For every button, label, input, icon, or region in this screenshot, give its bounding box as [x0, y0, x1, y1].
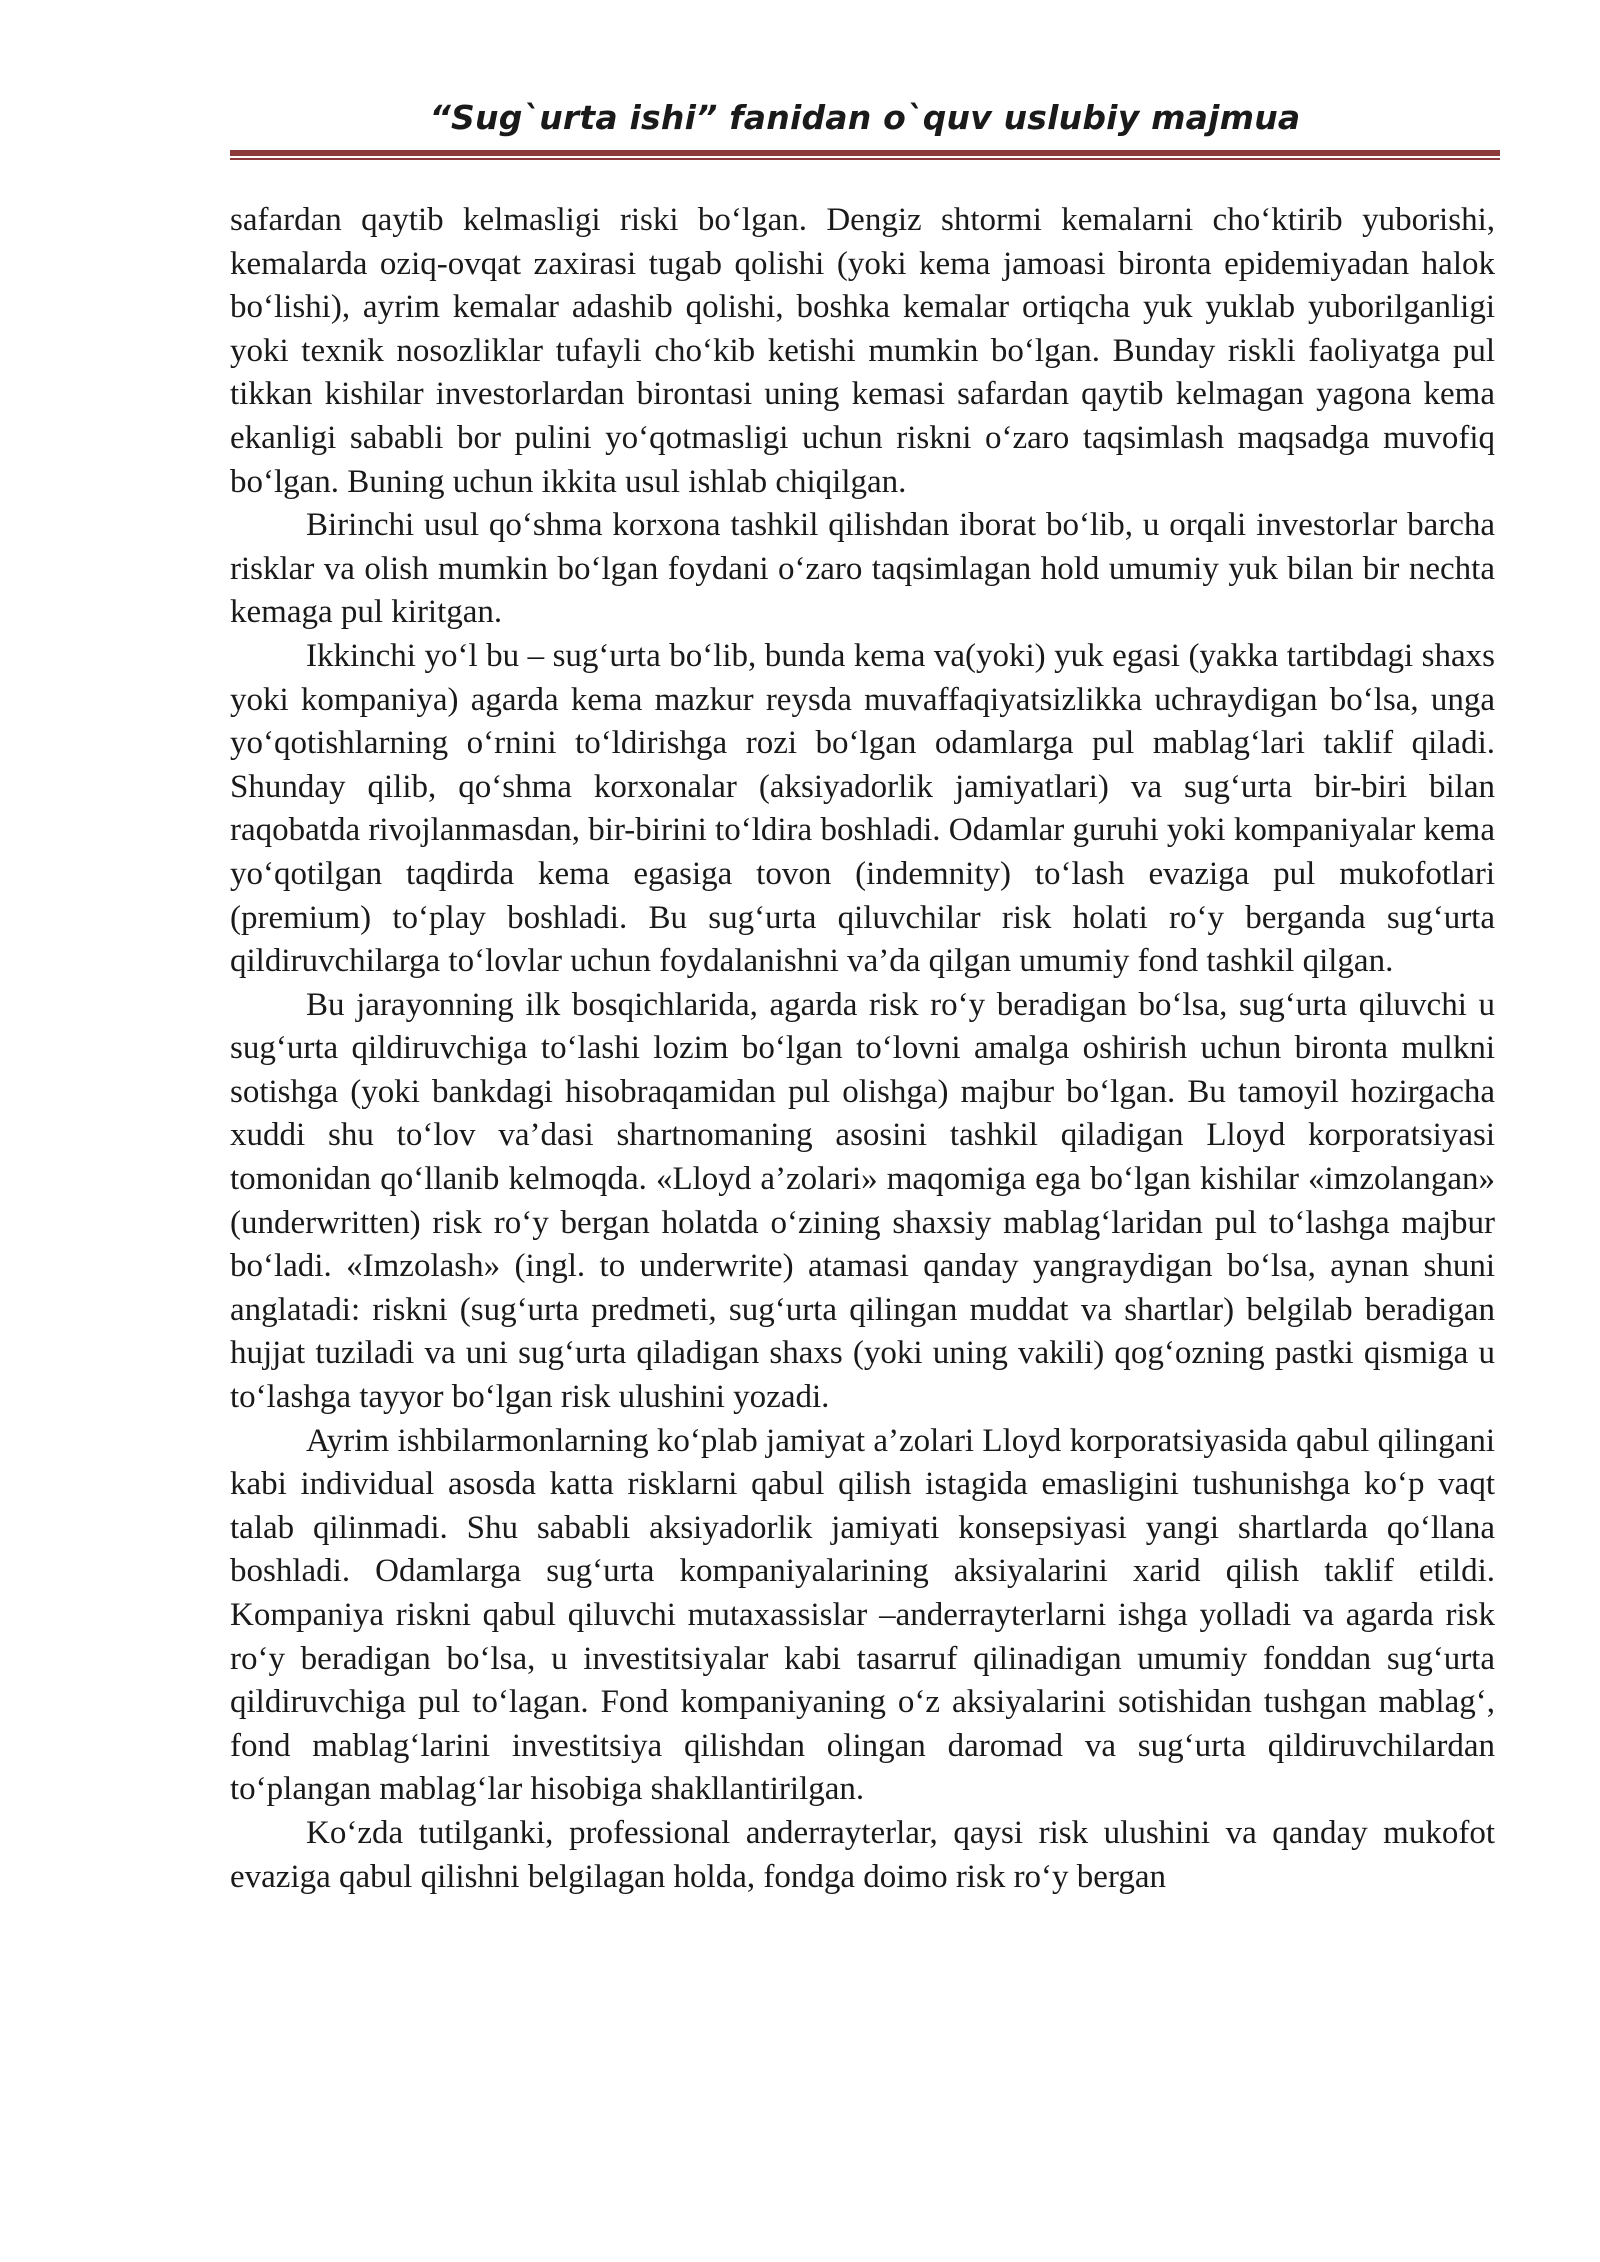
header-divider	[230, 150, 1500, 160]
paragraph-early-stages: Bu jarayonning ilk bosqichlarida, agarda risk ro‘y beradigan bo‘lsa, sug‘urta qiluvchi u sug‘urta qildiruvchiga to‘lashi lozim bo‘lgan to‘lovni amalga oshirish uchun bironta mulkni sotishga (yoki bankdagi hisobraqamidan pul olishga) majbur bo‘lgan. Bu tamoyil hozirgacha xuddi shu to‘lov va’dasi shartnomaning asosini tashkil qiladigan Lloyd korporatsiyasi tomonidan qo‘llanib kelmoqda. «Lloyd a’zolari» maqomiga ega bo‘lgan kishilar «imzolangan» (underwritten) risk ro‘y bergan holatda o‘zining shaxsiy mablag‘laridan pul to‘lashga majbur bo‘ladi. «Imzolash» (ingl. to underwrite) atamasi qanday yangraydigan bo‘lsa, aynan shuni anglatadi: riskni (sug‘urta predmeti, sug‘urta qilingan muddat va shartlar) belgilab beradigan hujjat tuziladi va uni sug‘urta qiladigan shaxs (yoki uning vakili) qog‘ozning pastki qismiga u to‘lashga tayyor bo‘lgan risk ulushini yozadi.	[230, 986, 1495, 1416]
paragraph-second-method: Ikkinchi yo‘l bu – sug‘urta bo‘lib, bunda kema va(yoki) yuk egasi (yakka tartibdagi shaxs yoki kompaniya) agarda kema mazkur reysda muvaffaqiyatsizlikka uchraydigan bo‘lsa, unga yo‘qotishlarning o‘rnini to‘ldirishga rozi bo‘lgan odamlarga pul mablag‘lari taklif qiladi. Shunday qilib, qo‘shma korxonalar (aksiyadorlik jamiyatlari) va sug‘urta bir-biri bilan raqobatda rivojlanmasdan, bir-birini to‘ldira boshladi. Odamlar guruhi yoki kompaniyalar kema yo‘qotilgan taqdirda kema egasiga tovon (indemnity) to‘lash evaziga pul mukofotlari (premium) to‘play boshladi. Bu sug‘urta qiluvchilar risk holati ro‘y berganda sug‘urta qildiruvchilarga to‘lovlar uchun foydalanishni va’da qilgan umumiy fond tashkil qilgan.	[230, 637, 1495, 980]
paragraph-underwriters: Ko‘zda tutilganki, professional anderrayterlar, qaysi risk ulushini va qanday mukofot evaziga qabul qilishni belgilagan holda, fondga doimo risk ro‘y bergan	[230, 1814, 1495, 1895]
body-text	[230, 199, 1495, 1899]
paragraph-joint-stock: Ayrim ishbilarmonlarning ko‘plab jamiyat a’zolari Lloyd korporatsiyasida qabul qilingani kabi individual asosda katta risklarni qabul qilish istagida emasligini tushunishga ko‘p vaqt talab qilinmadi. Shu sababli aksiyadorlik jamiyati konsepsiyasi yangi shartlarda qo‘llana boshladi. Odamlarga sug‘urta kompaniyalarining aksiyalarini xarid qilish taklif etildi. Kompaniya riskni qabul qiluvchi mutaxassislar –anderrayterlarni ishga yolladi va agarda risk ro‘y beradigan bo‘lsa, u investitsiyalar kabi tasarruf qilinadigan umumiy fonddan sug‘urta qildiruvchiga pul to‘lagan. Fond kompaniyaning o‘z aksiyalarini sotishidan tushgan mablag‘, fond mablag‘larini investitsiya qilishdan olingan daromad va sug‘urta qildiruvchilardan to‘plangan mablag‘lar hisobiga shakllantirilgan.	[230, 1422, 1495, 1808]
header-rule-thick	[230, 150, 1500, 156]
header-rule-thin	[230, 158, 1500, 160]
paragraph-continuation: safardan qaytib kelmasligi riski bo‘lgan. Dengiz shtormi kemalarni cho‘ktirib yuborishi, kemalarda oziq-ovqat zaxirasi tugab qolishi (yoki kema jamoasi bironta epidemiyadan halok bo‘lishi), ayrim kemalar adashib qolishi, boshka kemalar ortiqcha yuk yuklab yuborilganligi yoki texnik nosozliklar tufayli cho‘kib ketishi mumkin bo‘lgan. Bunday riskli faoliyatga pul tikkan kishilar investorlardan birontasi uning kemasi safardan qaytib kelmagan yagona kema ekanligi sababli bor pulini yo‘qotmasligi uchun riskni o‘zaro taqsimlash maqsadga muvofiq bo‘lgan. Buning uchun ikkita usul ishlab chiqilgan.	[230, 202, 1495, 500]
running-header	[230, 98, 1500, 137]
paragraph-first-method: Birinchi usul qo‘shma korxona tashkil qilishdan iborat bo‘lib, u orqali investorlar barcha risklar va olish mumkin bo‘lgan foydani o‘zaro taqsimlagan hold umumiy yuk bilan bir nechta kemaga pul kiritgan.	[230, 507, 1495, 631]
header-title: “Sug`urta ishi” fanidan o`quv uslubiy majmua	[429, 98, 1301, 137]
